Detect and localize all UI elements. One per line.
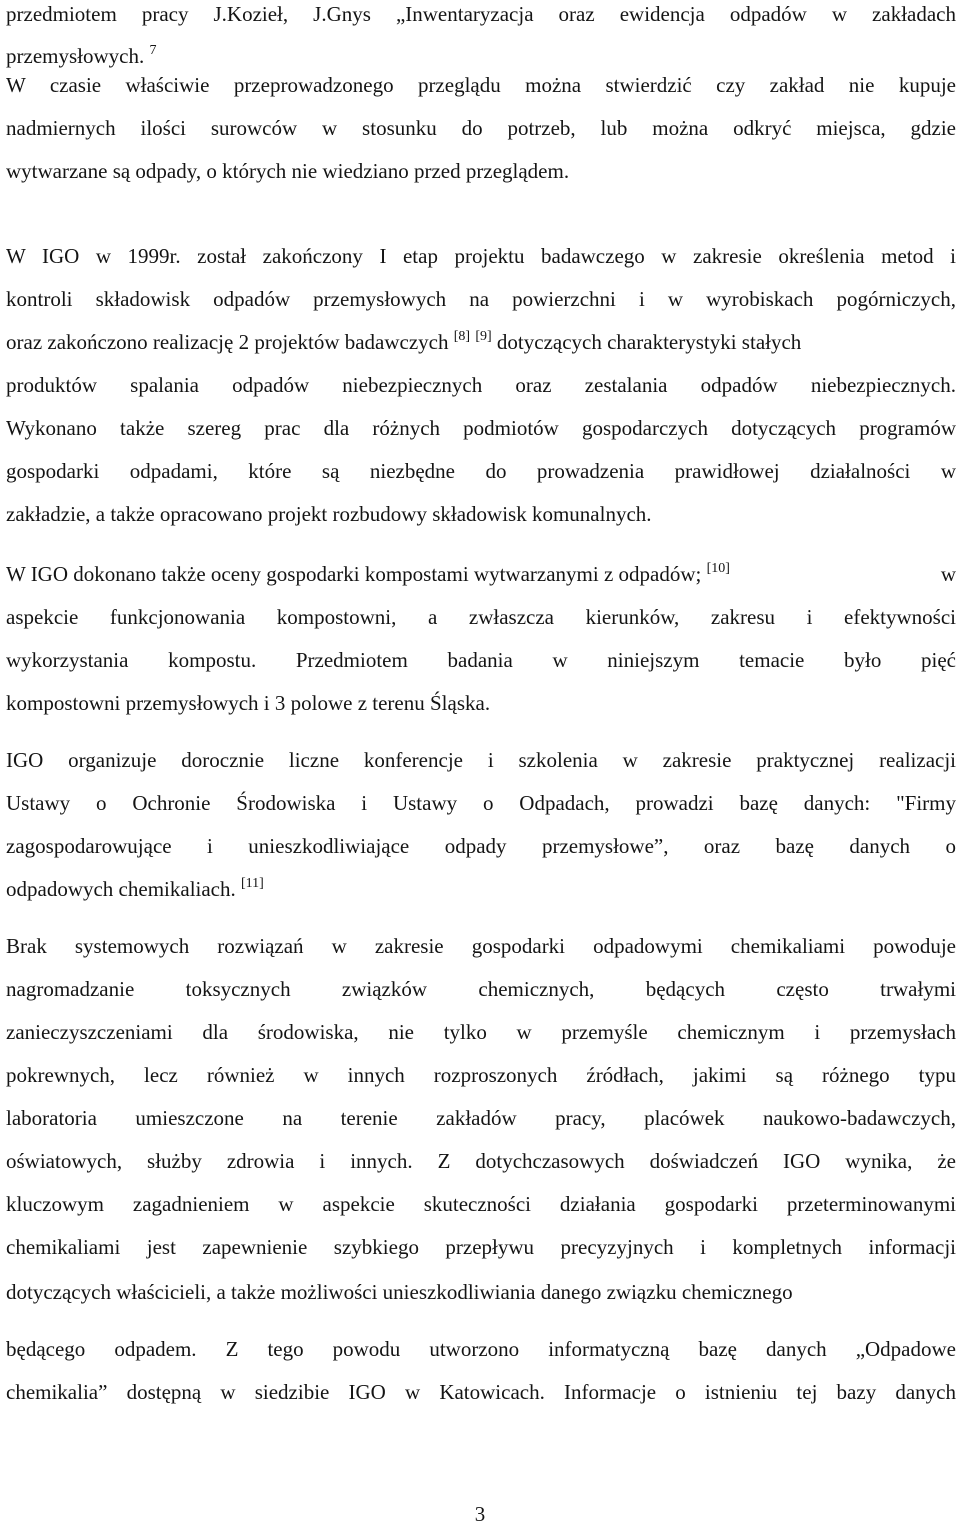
text-fragment: w (940, 562, 956, 586)
text-line: kontroli składowisk odpadów przemysłowych na powierzchni i w wyrobiskach pogórniczych, (6, 287, 956, 311)
text-line: zakładzie, a także opracowano projekt rozbudowy składowisk komunalnych. (6, 502, 652, 526)
text-fragment: odpadowych chemikaliach. (6, 877, 236, 901)
text-fragment: przemysłowych. (6, 44, 145, 68)
text-line: dotyczących właścicieli, a także możliwości unieszkodliwiania danego związku chemicznego (6, 1280, 793, 1304)
text-line: laboratoria umieszczone na terenie zakładów pracy, placówek naukowo-badawczych, (6, 1106, 956, 1130)
text-line: Wykonano także szereg prac dla różnych podmiotów gospodarczych dotyczących programów (6, 416, 956, 440)
text-line: chemikalia” dostępną w siedzibie IGO w Katowicach. Informacje o istnieniu tej bazy danych (6, 1380, 956, 1404)
text-line: nagromadzanie toksycznych związków chemicznych, będących często trwałymi (6, 977, 956, 1001)
citation-reference: [9] (475, 329, 492, 344)
text-line (6, 328, 956, 356)
text-line: IGO organizuje dorocznie liczne konferencje i szkolenia w zakresie praktycznej realizacji (6, 748, 956, 772)
citation-reference: [10] (706, 561, 730, 576)
text-fragment: W IGO dokonano także oceny gospodarki kompostami wytwarzanymi z odpadów; (6, 562, 702, 586)
citation-reference: [8] (453, 329, 471, 344)
text-line: kluczowym zagadnieniem w aspekcie skuteczności działania gospodarki przeterminowanymi (6, 1192, 956, 1216)
text-line: przedmiotem pracy J.Kozieł, J.Gnys „Inwentaryzacja oraz ewidencja odpadów w zakładach (6, 2, 956, 26)
text-line: Ustawy o Ochronie Środowiska i Ustawy o Odpadach, prowadzi bazę danych: "Firmy (6, 791, 956, 815)
text-line (6, 42, 956, 70)
text-line: wykorzystania kompostu. Przedmiotem badania w niniejszym temacie było pięć (6, 648, 956, 672)
text-line: aspekcie funkcjonowania kompostowni, a zwłaszcza kierunków, zakresu i efektywności (6, 605, 956, 629)
text-line: Brak systemowych rozwiązań w zakresie gospodarki odpadowymi chemikaliami powoduje (6, 934, 956, 958)
text-line: chemikaliami jest zapewnienie szybkiego przepływu precyzyjnych i kompletnych informacji (6, 1235, 956, 1259)
text-line (6, 875, 956, 903)
text-line: będącego odpadem. Z tego powodu utworzono informatyczną bazę danych „Odpadowe (6, 1337, 956, 1361)
text-line: wytwarzane są odpady, o których nie wiedziano przed przeglądem. (6, 159, 570, 183)
page-number: 3 (474, 1502, 486, 1526)
text-line: zagospodarowujące i unieszkodliwiające odpady przemysłowe”, oraz bazę danych o (6, 834, 956, 858)
text-fragment: dotyczących charakterystyki stałych (496, 330, 802, 354)
text-line: nadmiernych ilości surowców w stosunku do potrzeb, lub można odkryć miejsca, gdzie (6, 116, 956, 140)
text-line: W IGO w 1999r. został zakończony I etap projektu badawczego w zakresie określenia metod i (6, 244, 956, 268)
text-line: zanieczyszczeniami dla środowiska, nie tylko w przemyśle chemicznym i przemysłach (6, 1020, 956, 1044)
text-fragment: oraz zakończono realizację 2 projektów badawczych (6, 330, 449, 354)
text-line: kompostowni przemysłowych i 3 polowe z terenu Śląska. (6, 691, 491, 715)
text-line: pokrewnych, lecz również w innych rozproszonych źródłach, jakimi są różnego typu (6, 1063, 956, 1087)
footnote-reference: 7 (149, 43, 157, 58)
text-line: produktów spalania odpadów niebezpiecznych oraz zestalania odpadów niebezpiecznych. (6, 373, 956, 397)
citation-reference: [11] (241, 876, 264, 891)
text-line: W czasie właściwie przeprowadzonego przeglądu można stwierdzić czy zakład nie kupuje (6, 73, 956, 97)
text-line: oświatowych, służby zdrowia i innych. Z dotychczasowych doświadczeń IGO wynika, że (6, 1149, 956, 1173)
text-line (6, 560, 956, 588)
text-line: gospodarki odpadami, które są niezbędne do prowadzenia prawidłowej działalności w (6, 459, 956, 483)
